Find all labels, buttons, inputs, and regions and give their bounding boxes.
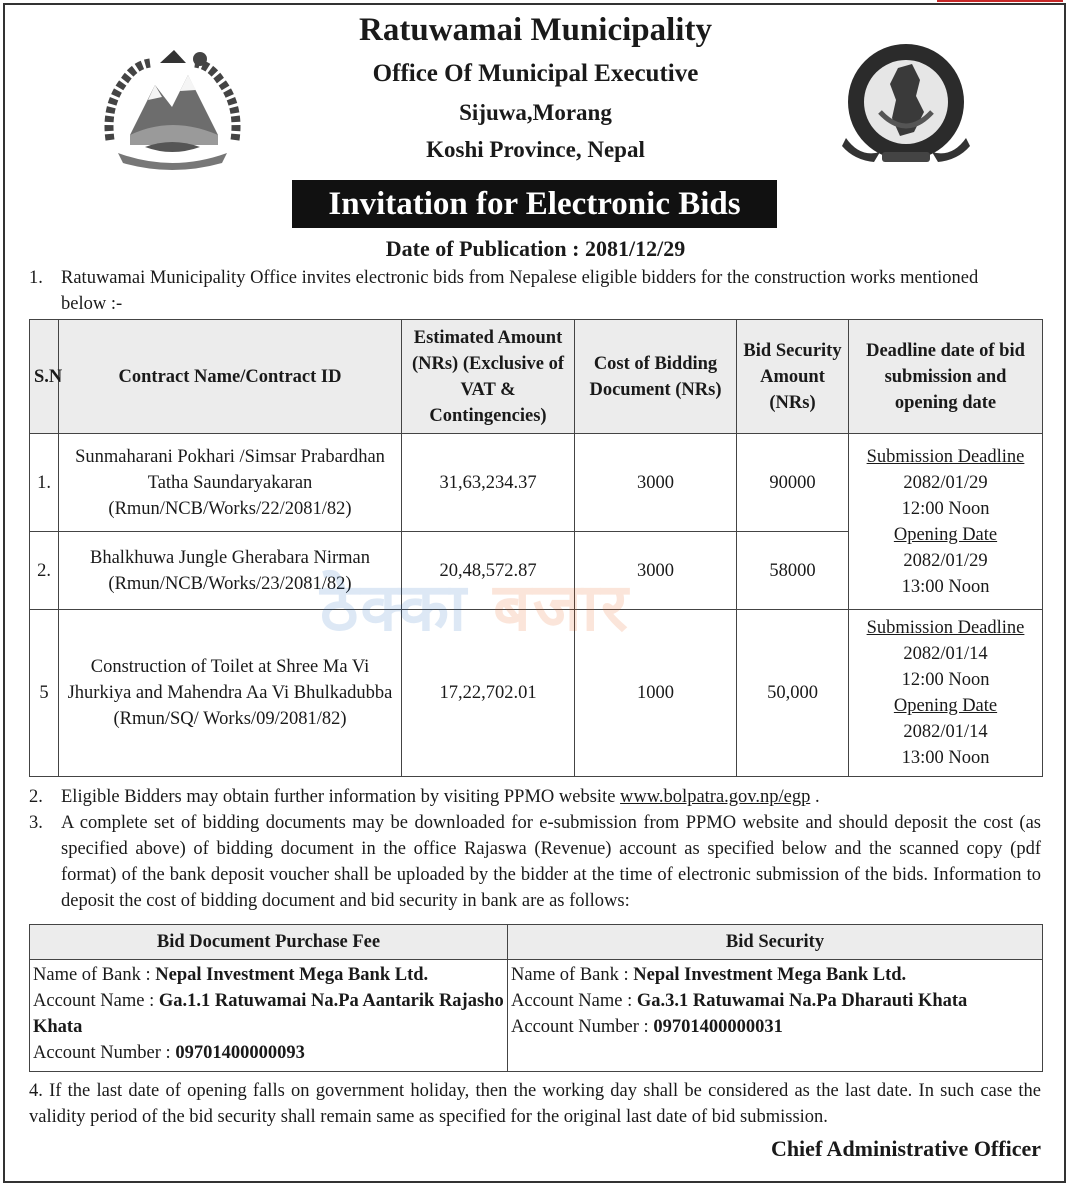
office-name: Office Of Municipal Executive: [372, 60, 699, 87]
address-line2: Koshi Province, Nepal: [426, 137, 645, 162]
submission-time: 12:00 Noon: [901, 670, 990, 690]
submission-date: 2082/01/29: [903, 472, 988, 493]
row-contract-name: Sunmaharani Pokhari /Simsar Prabardhan Tatha Saundaryakaran (Rmun/NCB/Works/22/2081/82): [59, 434, 402, 532]
row-sn: 1.: [30, 434, 59, 532]
submission-deadline-label: Submission Deadline: [866, 618, 1025, 638]
opening-date: 2082/01/29: [903, 550, 988, 571]
clause-1-text: Ratuwamai Municipality Office invites electronic bids from Nepalese eligible bidders for the construction works mentioned below :-: [61, 268, 979, 314]
address-line1: Sijuwa,Morang: [459, 100, 612, 125]
table-row: [30, 434, 1043, 532]
fee-account-number: 09701400000093: [175, 1043, 305, 1063]
corner-mark: [937, 0, 1063, 2]
ppmo-website-link[interactable]: www.bolpatra.gov.np/egp: [620, 787, 811, 807]
row-cost: 3000: [575, 434, 737, 532]
clause-2-text: Eligible Bidders may obtain further information by visiting PPMO website www.bolpatra.gov.np/egp .: [61, 787, 820, 807]
notice-title-banner: Invitation for Electronic Bids: [292, 180, 777, 228]
submission-date: 2082/01/14: [903, 644, 988, 664]
col-header-deadline: Deadline date of bid submission and opening date: [849, 320, 1043, 434]
municipality-name: Ratuwamai Municipality: [359, 12, 712, 48]
row-sn: 5: [30, 610, 59, 777]
submission-deadline-label: Submission Deadline: [866, 446, 1025, 467]
row-security: 90000: [737, 434, 849, 532]
fee-bank-name: Nepal Investment Mega Bank Ltd.: [155, 965, 429, 985]
security-account-cell: Name of Bank : Nepal Investment Mega Bank Ltd. Account Name : Ga.3.1 Ratuwamai Na.Pa Dharauti Khata Account Number : 09701400000031: [508, 960, 1043, 1072]
opening-time: 13:00 Noon: [901, 576, 990, 597]
row-estimate: 31,63,234.37: [402, 434, 575, 532]
table-header-row: [30, 320, 1043, 434]
submission-time: 12:00 Noon: [901, 498, 990, 519]
row-contract-name: Bhalkhuwa Jungle Gherabara Nirman (Rmun/NCB/Works/23/2081/82): [59, 532, 402, 610]
opening-date-label: Opening Date: [893, 696, 998, 716]
signatory-title: Chief Administrative Officer: [770, 1136, 1041, 1161]
row-security: 50,000: [737, 610, 849, 777]
security-header: Bid Security: [508, 925, 1043, 960]
row-security: 58000: [737, 532, 849, 610]
watermark: ठेक्का बजार: [320, 569, 630, 646]
col-header-contract: Contract Name/Contract ID: [59, 320, 402, 434]
row-estimate: 17,22,702.01: [402, 610, 575, 777]
bid-table: [29, 319, 1043, 777]
row-estimate: 20,48,572.87: [402, 532, 575, 610]
col-header-security: Bid Security Amount (NRs): [737, 320, 849, 434]
row-contract-name: Construction of Toilet at Shree Ma Vi Jhurkiya and Mahendra Aa Vi Bhulkadubba (Rmun/SQ/ Works/09/2081/82): [59, 610, 402, 777]
fee-account-cell: Name of Bank : Nepal Investment Mega Bank Ltd. Account Name : Ga.1.1 Ratuwamai Na.Pa Aantarik Rajasho Khata Account Number : 09701400000093: [30, 960, 508, 1072]
security-account-name: Ga.3.1 Ratuwamai Na.Pa Dharauti Khata: [636, 991, 968, 1011]
row-cost: 3000: [575, 532, 737, 610]
fee-account-name: Ga.1.1 Ratuwamai Na.Pa Aantarik Rajasho Khata: [33, 991, 504, 1037]
opening-date-label: Opening Date: [893, 524, 998, 545]
bank-detail-row: [30, 960, 1043, 1072]
clause-4-text: 4. If the last date of opening falls on government holiday, then the working day shall be considered as the last date. In such case the validity period of the bid security shall remain same as specified for the original last date of bid submission.: [29, 1081, 1041, 1127]
publication-date: Date of Publication : 2081/12/29: [385, 236, 686, 261]
bank-header-row: [30, 925, 1043, 960]
clause-3-text: A complete set of bidding documents may be downloaded for e-submission from PPMO website and should deposit the cost (as specified above) of bidding document in the office Rajaswa (Revenue) account as specified below and the scanned copy (pdf format) of the bank deposit voucher shall be uploaded by the bidder at the time of electronic submission of the bids. Information to deposit the cost of bidding document and bid security in bank are as follows:: [61, 813, 1041, 911]
col-header-sn: S.N: [30, 320, 59, 434]
deadline-cell: [849, 434, 1043, 610]
bank-details-table: [29, 924, 1043, 1072]
clause-number: 1.: [29, 268, 43, 288]
row-cost: 1000: [575, 610, 737, 777]
clause-number: 3.: [29, 813, 43, 833]
clause-number: 2.: [29, 787, 43, 807]
security-bank-name: Nepal Investment Mega Bank Ltd.: [633, 965, 907, 985]
col-header-cost: Cost of Bidding Document (NRs): [575, 320, 737, 434]
opening-time: 13:00 Noon: [901, 748, 990, 768]
opening-date: 2082/01/14: [903, 722, 988, 742]
deadline-cell: [849, 610, 1043, 777]
security-account-number: 09701400000031: [653, 1017, 783, 1037]
fee-header: Bid Document Purchase Fee: [30, 925, 508, 960]
col-header-estimate: Estimated Amount (NRs) (Exclusive of VAT & Contingencies): [402, 320, 575, 434]
row-sn: 2.: [30, 532, 59, 610]
